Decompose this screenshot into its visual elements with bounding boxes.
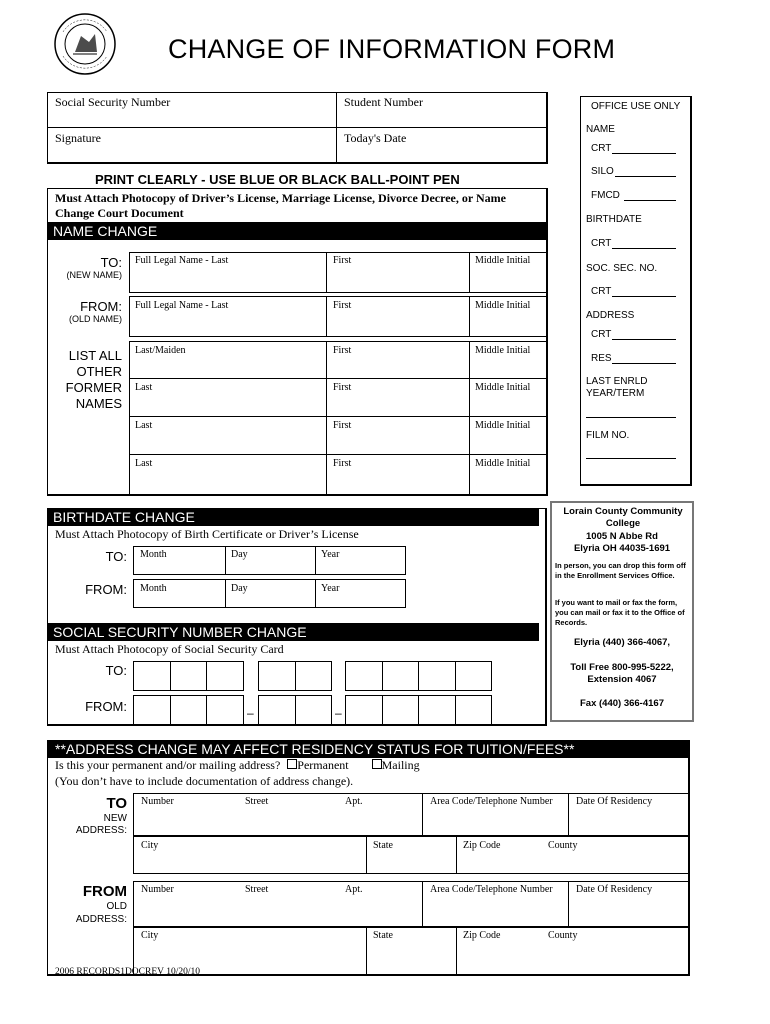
new-apt: Apt.: [345, 796, 363, 807]
address-note: (You don’t have to include documentation of address change).: [55, 774, 354, 788]
former2-first-label: First: [333, 382, 352, 393]
permanent-label: Permanent: [297, 758, 349, 772]
old-street: Street: [245, 884, 269, 895]
new-mi-label: Middle Initial: [475, 255, 531, 266]
name-to-label: TO:: [100, 255, 122, 270]
address-question: [55, 758, 420, 773]
old-mi-label: Middle Initial: [475, 300, 531, 311]
new-phone: Area Code/Telephone Number: [430, 796, 553, 807]
signature-input[interactable]: [48, 146, 335, 162]
new-street: Street: [245, 796, 269, 807]
ssn-from-digit[interactable]: [258, 695, 296, 725]
form-title: CHANGE OF INFORMATION FORM: [168, 34, 616, 64]
in-person-note: In person, you can drop this form off in the Enrollment Services Office.: [555, 561, 686, 580]
old-phone: Area Code/Telephone Number: [430, 884, 553, 895]
ssn-dash: –: [247, 706, 254, 720]
college-seal: [53, 12, 117, 76]
college-phone: Elyria (440) 366-4067,: [573, 637, 671, 648]
former4-first-label: First: [333, 458, 352, 469]
former4-mi-label: Middle Initial: [475, 458, 531, 469]
office-ssn: SOC. SEC. NO.: [586, 263, 658, 274]
attach-name-note: Must Attach Photocopy of Driver’s License, Marriage License, Divorce Decree, or Name Change Court Document: [55, 191, 506, 220]
birthdate-to-label: TO:: [105, 549, 127, 564]
old-first-label: First: [333, 300, 352, 311]
former3-first-label: First: [333, 420, 352, 431]
office-crt-2: CRT: [591, 238, 612, 249]
new-first-label: First: [333, 255, 352, 266]
ssn-to-digit[interactable]: [418, 661, 456, 691]
old-date-res: Date Of Residency: [576, 884, 653, 895]
ssn-from-digit[interactable]: [418, 695, 456, 725]
new-county: County: [548, 840, 578, 851]
birthdate-from-row[interactable]: [133, 579, 406, 608]
ssn-from-digit[interactable]: [382, 695, 420, 725]
ssn-to-digit[interactable]: [382, 661, 420, 691]
old-number: Number: [141, 884, 174, 895]
mailing-checkbox[interactable]: [372, 759, 382, 769]
former1-mi-label: Middle Initial: [475, 345, 531, 356]
mail-fax-note: If you want to mail or fax the form, you can mail or fax it to the Office of Records.: [555, 598, 685, 627]
office-address: ADDRESS: [586, 310, 635, 321]
college-toll-free: Toll Free 800-995-5222, Extension 4067: [570, 662, 674, 685]
old-county: County: [548, 930, 578, 941]
bd-to-year: Year: [321, 549, 340, 560]
office-res: RES: [591, 353, 612, 364]
college-street: 1005 N Abbe Rd: [586, 531, 658, 542]
college-name: Lorain County Community College: [563, 506, 683, 529]
new-city: City: [141, 840, 159, 851]
ssn-from-label: FROM:: [85, 699, 127, 714]
birthdate-note: Must Attach Photocopy of Birth Certificate or Driver’s License: [55, 527, 359, 541]
old-state: State: [373, 930, 393, 941]
new-address-line2[interactable]: [133, 836, 689, 874]
new-state: State: [373, 840, 393, 851]
office-silo: SILO: [591, 166, 614, 177]
office-film: FILM NO.: [586, 430, 630, 441]
new-zip: Zip Code: [463, 840, 501, 851]
former1-first-label: First: [333, 345, 352, 356]
bd-to-month: Month: [140, 549, 167, 560]
birthdate-heading: BIRTHDATE CHANGE: [47, 508, 539, 526]
new-number: Number: [141, 796, 174, 807]
office-title: OFFICE USE ONLY: [591, 101, 681, 112]
ssn-label: Social Security Number: [55, 95, 171, 109]
old-apt: Apt.: [345, 884, 363, 895]
old-city: City: [141, 930, 159, 941]
new-last-label: Full Legal Name - Last: [135, 255, 229, 266]
address-question-text: Is this your permanent and/or mailing address?: [55, 758, 281, 772]
addr-to-sub1: NEW: [103, 813, 127, 824]
ssn-to-digit[interactable]: [295, 661, 333, 691]
former4-last-label: Last: [135, 458, 153, 469]
bd-to-day: Day: [231, 549, 248, 560]
ssn-from-digit[interactable]: [206, 695, 244, 725]
ssn-to-digit[interactable]: [133, 661, 171, 691]
list-former-names-label: LIST ALL OTHER FORMER NAMES: [65, 348, 122, 411]
ssn-to-label: TO:: [105, 663, 127, 678]
new-date-res: Date Of Residency: [576, 796, 653, 807]
name-to-sub: (NEW NAME): [66, 270, 122, 280]
old-last-label: Full Legal Name - Last: [135, 300, 229, 311]
former2-last-label: Last: [135, 382, 153, 393]
signature-label: Signature: [55, 131, 101, 145]
ssn-to-digit[interactable]: [170, 661, 208, 691]
ssn-to-digit[interactable]: [455, 661, 493, 691]
todays-date-input[interactable]: [337, 146, 545, 162]
ssn-heading: SOCIAL SECURITY NUMBER CHANGE: [47, 623, 539, 641]
office-last-enrld: LAST ENRLD YEAR/TERM: [586, 376, 648, 399]
old-zip: Zip Code: [463, 930, 501, 941]
name-change-heading: NAME CHANGE: [47, 222, 548, 240]
office-crt-1: CRT: [591, 143, 612, 154]
ssn-note: Must Attach Photocopy of Social Security Card: [55, 642, 284, 656]
office-fmcd: FMCD: [591, 190, 620, 201]
addr-from-big: FROM: [82, 883, 127, 900]
former3-last-label: Last: [135, 420, 153, 431]
birthdate-from-label: FROM:: [85, 582, 127, 597]
ssn-from-digit[interactable]: [133, 695, 171, 725]
ssn-input[interactable]: [48, 110, 335, 126]
permanent-checkbox[interactable]: [287, 759, 297, 769]
office-birthdate: BIRTHDATE: [586, 214, 642, 225]
ssn-to-digit[interactable]: [345, 661, 383, 691]
ssn-from-digit[interactable]: [345, 695, 383, 725]
former1-last-label: Last/Maiden: [135, 345, 186, 356]
student-number-label: Student Number: [344, 95, 423, 109]
addr-to-big: TO: [106, 795, 127, 812]
todays-date-label: Today's Date: [344, 131, 407, 145]
birthdate-to-row[interactable]: [133, 546, 406, 575]
ssn-from-digit[interactable]: [295, 695, 333, 725]
ssn-to-digit[interactable]: [258, 661, 296, 691]
mailing-label: Mailing: [381, 758, 420, 772]
addr-from-sub2: ADDRESS:: [75, 914, 127, 925]
former2-mi-label: Middle Initial: [475, 382, 531, 393]
name-from-sub: (OLD NAME): [68, 314, 122, 324]
former3-mi-label: Middle Initial: [475, 420, 531, 431]
office-crt-3: CRT: [591, 286, 612, 297]
college-city: Elyria OH 44035-1691: [573, 543, 671, 554]
office-crt-4: CRT: [591, 329, 612, 340]
bd-from-day: Day: [231, 583, 248, 594]
bd-from-month: Month: [140, 583, 167, 594]
addr-to-sub2: ADDRESS:: [75, 825, 127, 836]
address-heading: **ADDRESS CHANGE MAY AFFECT RESIDENCY STATUS FOR TUITION/FEES**: [47, 740, 690, 758]
form-code: 2006 RECORDS1DOCREV 10/20/10: [55, 967, 200, 977]
student-number-input[interactable]: [337, 110, 545, 126]
college-fax: Fax (440) 366-4167: [580, 698, 664, 709]
ssn-to-digit[interactable]: [206, 661, 244, 691]
addr-from-sub1: OLD: [106, 901, 127, 912]
ssn-from-digit[interactable]: [170, 695, 208, 725]
bd-from-year: Year: [321, 583, 340, 594]
office-name: NAME: [586, 124, 615, 135]
name-from-label: FROM:: [80, 299, 122, 314]
ssn-dash: –: [335, 706, 342, 720]
former-names-grid[interactable]: [129, 341, 548, 496]
print-clearly-note: PRINT CLEARLY - USE BLUE OR BLACK BALL-POINT PEN: [95, 172, 460, 187]
ssn-from-digit[interactable]: [455, 695, 493, 725]
old-address-line2[interactable]: [133, 927, 689, 975]
